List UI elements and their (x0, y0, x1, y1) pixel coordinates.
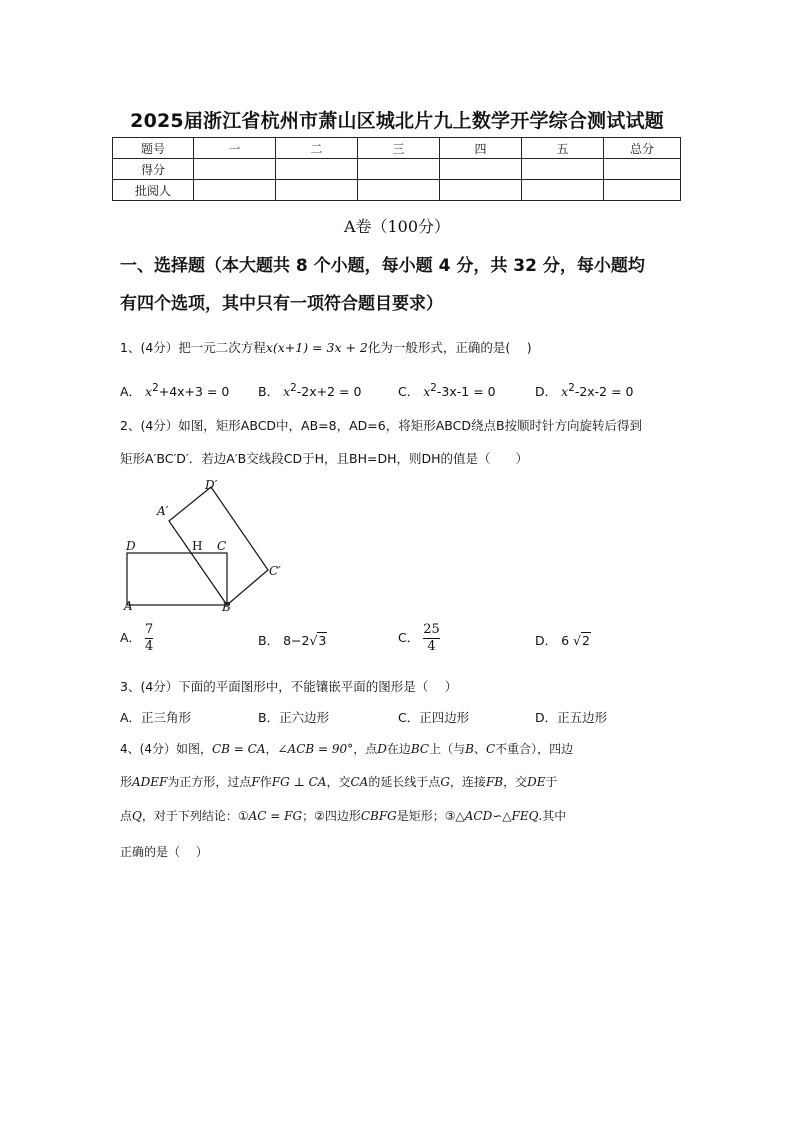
question-4-line1: 4、(4分）如图，CB = CA，∠ACB = 90°，点D在边BC上（与B、C不重合），四边 (120, 742, 574, 756)
q2-option-b[interactable]: B． 8−2√3 (258, 633, 327, 648)
label-b: B (222, 600, 231, 614)
rectangle-abcd (127, 553, 227, 605)
score-table (112, 137, 681, 201)
table-cell: 批阅人 (113, 180, 194, 201)
table-row (113, 159, 681, 180)
q3-option-a[interactable]: A．正三角形 (120, 710, 192, 725)
table-cell (358, 159, 440, 180)
table-cell (194, 159, 276, 180)
question-2-line1: 2、(4分）如图，矩形ABCD中，AB=8，AD=6，将矩形ABCD绕点B按顺时针方向旋转后得到 (120, 418, 643, 433)
q1-equation: x(x+1) = 3x + 2 (265, 340, 368, 355)
question-4-line4: 正确的是（ ） (120, 845, 208, 859)
table-cell (522, 159, 604, 180)
q1-option-c[interactable]: C． $x^2-3x-1 = 0$ (398, 382, 496, 400)
table-cell: 二 (276, 138, 358, 159)
q2-option-a[interactable]: A． $\frac{7}{4}$ (120, 622, 154, 654)
rectangle-rotation-figure (115, 475, 295, 615)
label-h: H (192, 539, 203, 553)
table-row (113, 180, 681, 201)
question-4-line3: 点Q，对于下列结论：①AC = FG；②四边形CBFG是矩形；③△ACD∽△FEQ.其中 (120, 809, 567, 823)
table-row (113, 138, 681, 159)
table-cell: 五 (522, 138, 604, 159)
table-cell (604, 180, 681, 201)
table-cell (604, 159, 681, 180)
table-cell (440, 159, 522, 180)
q1-option-a[interactable]: A． $x^2+4x+3 = 0$ (120, 382, 230, 400)
question-1: 1、(4分）把一元二次方程x(x+1) = 3x + 2化为一般形式，正确的是( ) (120, 340, 532, 355)
section-a-heading: A卷（100分） (343, 217, 451, 236)
table-cell (440, 180, 522, 201)
q3-option-b[interactable]: B．正六边形 (258, 710, 330, 725)
table-cell (276, 180, 358, 201)
label-d: D (126, 539, 136, 553)
table-cell (276, 159, 358, 180)
q2-option-c[interactable]: C． $\frac{25}{4}$ (398, 622, 440, 654)
q1-option-d[interactable]: D． $x^2-2x-2 = 0$ (535, 382, 634, 400)
table-cell: 一 (194, 138, 276, 159)
table-cell: 题号 (113, 138, 194, 159)
q2-option-a-fraction: $\frac{7}{4}$ (145, 622, 154, 654)
table-cell: 三 (358, 138, 440, 159)
question-4-line2: 形ADEF为正方形，过点F作FG ⊥ CA，交CA的延长线于点G，连接FB，交DE于 (120, 775, 558, 789)
q2-option-c-fraction: $\frac{25}{4}$ (423, 622, 440, 654)
label-d-prime: D′ (205, 478, 218, 492)
q3-option-d[interactable]: D．正五边形 (535, 710, 608, 725)
question-2-line2: 矩形A′BC′D′．若边A′B交线段CD于H，且BH=DH，则DH的值是（ ） (120, 451, 528, 466)
table-cell: 四 (440, 138, 522, 159)
label-c-prime: C′ (269, 564, 281, 578)
page-title: 2025届浙江省杭州市萧山区城北片九上数学开学综合测试试题 (130, 110, 664, 132)
table-cell: 得分 (113, 159, 194, 180)
table-cell (194, 180, 276, 201)
part1-heading-line1: 一、选择题（本大题共 8 个小题，每小题 4 分，共 32 分，每小题均 (120, 256, 645, 276)
label-a-prime: A′ (157, 504, 169, 518)
q1-option-b[interactable]: B． $x^2-2x+2 = 0$ (258, 382, 362, 400)
q3-option-c[interactable]: C．正四边形 (398, 710, 470, 725)
label-a: A (124, 599, 133, 613)
question-3: 3、(4分）下面的平面图形中，不能镶嵌平面的图形是（ ） (120, 679, 458, 694)
table-cell: 总分 (604, 138, 681, 159)
table-cell (522, 180, 604, 201)
table-cell (358, 180, 440, 201)
q2-option-d[interactable]: D． 6 √2 (535, 633, 590, 648)
label-c: C (217, 539, 227, 553)
part1-heading-line2: 有四个选项，其中只有一项符合题目要求） (120, 294, 443, 314)
